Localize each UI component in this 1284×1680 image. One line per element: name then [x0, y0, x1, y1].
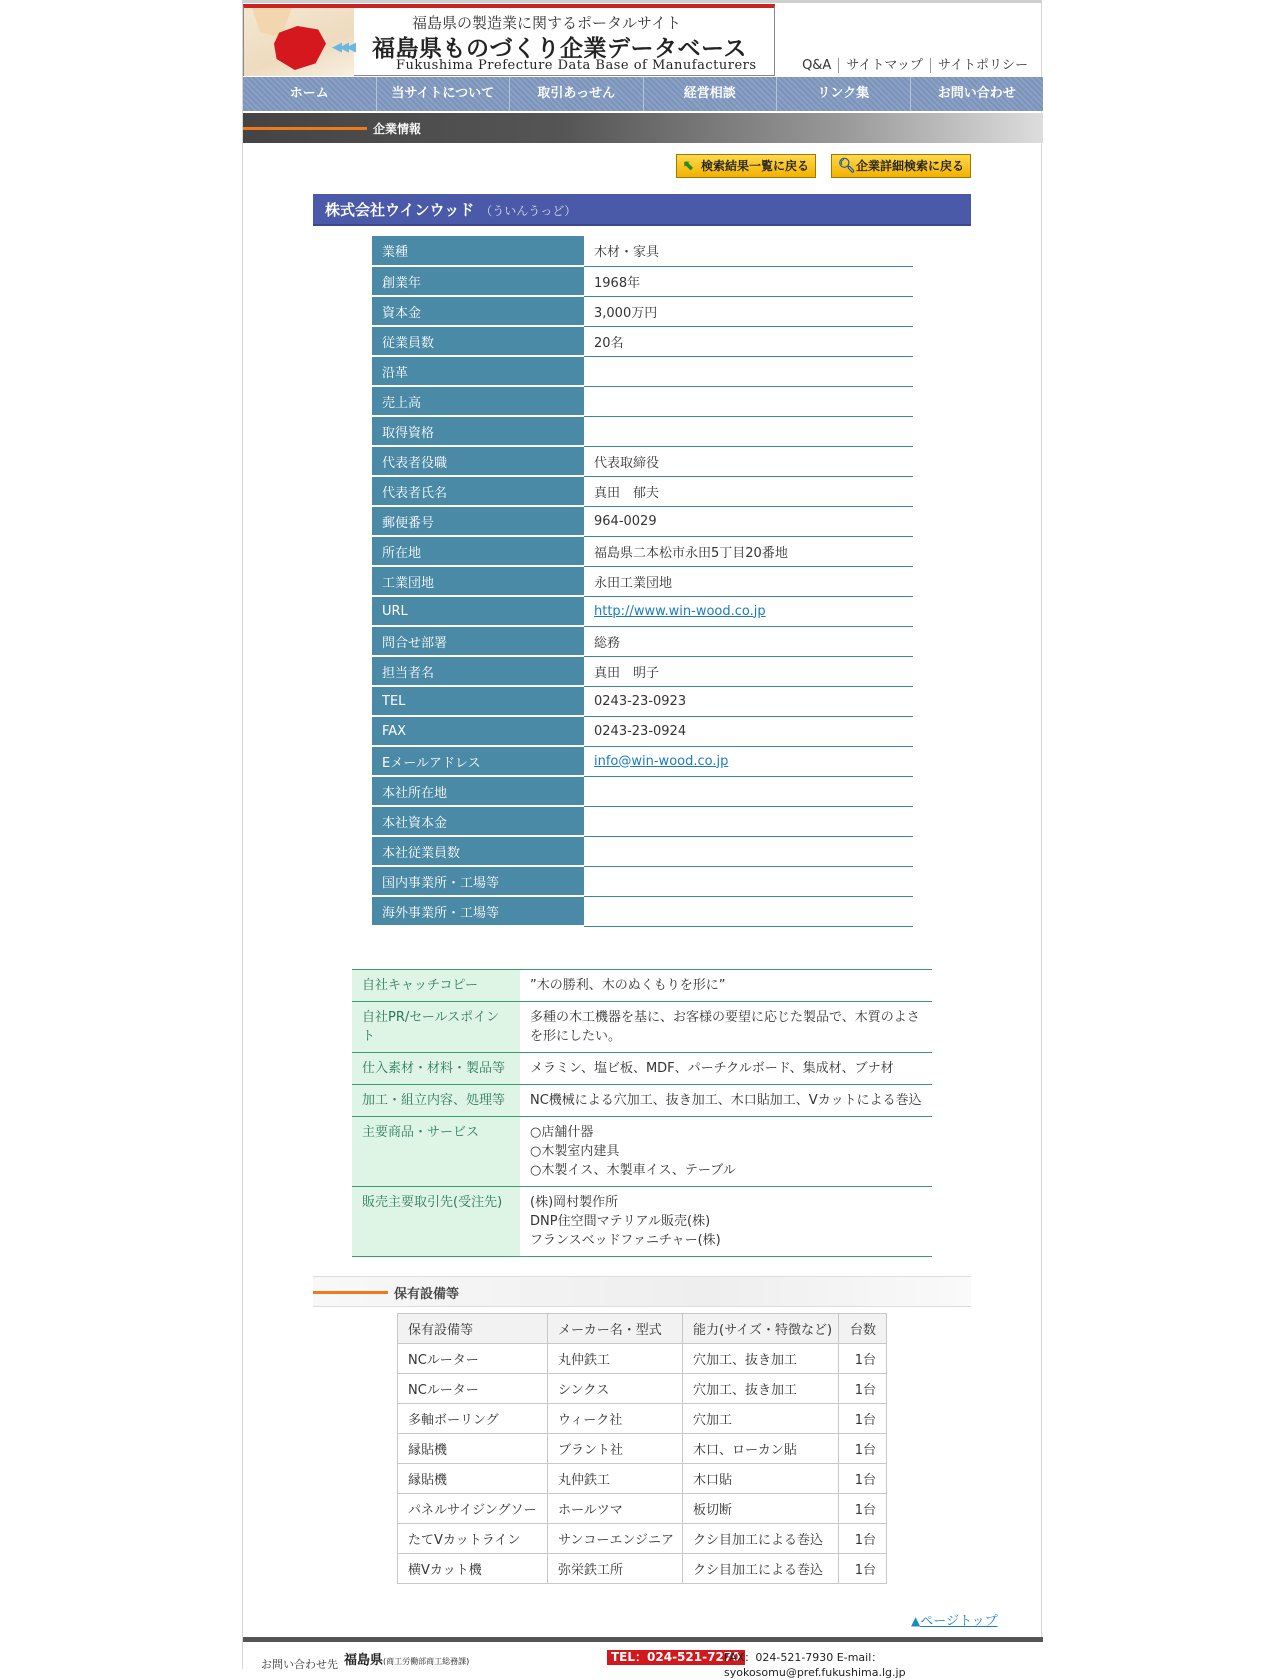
pr-label: 販売主要取引先(受注先) [352, 1187, 520, 1257]
page-top-link[interactable] [911, 1610, 998, 1629]
equipment-name: 多軸ボーリング [398, 1404, 548, 1434]
info-value: 1968年 [594, 275, 641, 291]
info-label: 取得資格 [372, 416, 584, 446]
pr-value-line: ○木製イス、木製車イス、テーブル [530, 1163, 736, 1178]
info-link[interactable]: http://www.win-wood.co.jp [594, 603, 766, 619]
info-row [372, 626, 913, 656]
table-row [398, 1464, 887, 1494]
info-value-cell [584, 656, 913, 686]
footer [243, 1637, 1043, 1677]
info-label: 本社従業員数 [372, 836, 584, 866]
equipment-count: 1台 [839, 1464, 887, 1494]
info-row [372, 296, 913, 326]
pr-value-line: フランスベッドファニチャー(株) [530, 1233, 721, 1248]
info-value-cell [584, 806, 913, 836]
info-row [372, 836, 913, 866]
info-row [372, 896, 913, 926]
equipment-capacity: 木口貼 [683, 1464, 839, 1494]
table-row [398, 1374, 887, 1404]
global-nav [243, 77, 1043, 111]
pr-label: 主要商品・サービス [352, 1117, 520, 1187]
info-value-cell [584, 446, 913, 476]
company-title-bar [313, 194, 971, 226]
equipment-count: 1台 [839, 1344, 887, 1374]
info-value-cell [584, 536, 913, 566]
site-title: 福島県ものづくり企業データベース [372, 36, 747, 62]
pr-label: 自社PR/セールスポイント [352, 1002, 520, 1053]
pr-value-cell [520, 1187, 932, 1257]
equipment-col-capacity: 能力(サイズ・特徴など) [683, 1314, 839, 1344]
header [243, 3, 1041, 75]
footer-org [344, 1649, 469, 1668]
equipment-header-row [398, 1314, 887, 1344]
pr-value-line: NC機械による穴加工、抜き加工、木口貼加工、Vカットによる巻込 [530, 1093, 922, 1108]
equipment-name: たてVカットライン [398, 1524, 548, 1554]
footer-tel: TEL：024-521-7270 [607, 1650, 745, 1665]
info-value-cell [584, 506, 913, 536]
equipment-maker: 丸仲鉄工 [548, 1464, 683, 1494]
back-to-results-button[interactable] [676, 154, 816, 178]
back-to-search-button[interactable] [831, 154, 971, 178]
table-row [398, 1404, 887, 1434]
info-row [372, 746, 913, 776]
equipment-count: 1台 [839, 1434, 887, 1464]
triangle-up-icon: ▲ [911, 1614, 921, 1628]
info-value-cell [584, 566, 913, 596]
pr-row [352, 1117, 932, 1187]
table-row [398, 1344, 887, 1374]
equipment-name: 縁貼機 [398, 1464, 548, 1494]
info-label: 従業員数 [372, 326, 584, 356]
equipment-capacity: 板切断 [683, 1494, 839, 1524]
info-label: 代表者氏名 [372, 476, 584, 506]
nav-consulting[interactable]: 経営相談 [644, 77, 778, 111]
info-row [372, 866, 913, 896]
page [242, 0, 1042, 1679]
info-value: 0243-23-0923 [594, 693, 687, 709]
info-value: 永田工業団地 [594, 575, 673, 591]
equipment-count: 1台 [839, 1554, 887, 1584]
info-label: 創業年 [372, 266, 584, 296]
page-top-label[interactable]: ページトップ [920, 1614, 998, 1629]
info-value-cell [584, 236, 913, 266]
info-label: 工業団地 [372, 566, 584, 596]
magnifier-icon: 🔍︎ [838, 158, 856, 174]
equipment-maker: 丸仲鉄工 [548, 1344, 683, 1374]
equipment-name: パネルサイジングソー [398, 1494, 548, 1524]
equipment-accent [313, 1291, 388, 1294]
info-label: 問合せ部署 [372, 626, 584, 656]
info-row [372, 536, 913, 566]
info-value: 真田 明子 [594, 665, 660, 681]
info-label: 担当者名 [372, 656, 584, 686]
pr-label: 仕入素材・材料・製品等 [352, 1053, 520, 1085]
section-title: 企業情報 [373, 122, 422, 136]
nav-about[interactable]: 当サイトについて [377, 77, 511, 111]
pr-row [352, 1187, 932, 1257]
equipment-col-maker: メーカー名・型式 [548, 1314, 683, 1344]
equipment-name: NCルーター [398, 1374, 548, 1404]
info-row [372, 806, 913, 836]
company-info-table [372, 236, 913, 927]
info-row [372, 416, 913, 446]
info-value-cell [584, 716, 913, 746]
info-row [372, 326, 913, 356]
info-value-cell [584, 896, 913, 926]
pr-label: 自社キャッチコピー [352, 970, 520, 1002]
info-value-cell [584, 266, 913, 296]
info-value-cell [584, 686, 913, 716]
site-tagline: 福島県の製造業に関するポータルサイト [412, 14, 681, 32]
info-row [372, 386, 913, 416]
table-row [398, 1554, 887, 1584]
nav-links[interactable]: リンク集 [777, 77, 911, 111]
info-row [372, 356, 913, 386]
info-value-cell [584, 596, 913, 626]
back-to-results-label: 検索結果一覧に戻る [701, 159, 810, 173]
equipment-capacity: クシ目加工による巻込 [683, 1554, 839, 1584]
info-value-cell [584, 296, 913, 326]
pr-value-line: ○木製室内建具 [530, 1144, 620, 1159]
util-link-policy[interactable]: サイトポリシー [930, 58, 1035, 73]
info-value: 3,000万円 [594, 305, 658, 321]
footer-org-name: 福島県 [344, 1653, 384, 1668]
equipment-capacity: 穴加工、抜き加工 [683, 1374, 839, 1404]
info-value: 20名 [594, 335, 624, 351]
info-row [372, 476, 913, 506]
company-pr-table [352, 969, 932, 1257]
info-row [372, 776, 913, 806]
info-value-cell [584, 746, 913, 776]
equipment-section-header [313, 1276, 971, 1307]
info-value-cell [584, 416, 913, 446]
info-label: 代表者役職 [372, 446, 584, 476]
info-row [372, 446, 913, 476]
site-title-english: Fukushima Prefecture Data Base of Manufacturers [396, 58, 757, 73]
pr-value-line: ”木の勝利、木のぬくもりを形に” [530, 978, 726, 993]
info-value-cell [584, 326, 913, 356]
equipment-col-count: 台数 [839, 1314, 887, 1344]
info-row [372, 596, 913, 626]
info-row [372, 236, 913, 266]
info-row [372, 506, 913, 536]
equipment-table [397, 1313, 887, 1584]
info-label: 本社資本金 [372, 806, 584, 836]
equipment-capacity: 穴加工、抜き加工 [683, 1344, 839, 1374]
equipment-capacity: クシ目加工による巻込 [683, 1524, 839, 1554]
info-label: 資本金 [372, 296, 584, 326]
pr-value-line: 多種の木工機器を基に、お客様の要望に応じた製品で、木質のよさを形にしたい。 [530, 1010, 920, 1044]
info-label: 売上高 [372, 386, 584, 416]
pr-value-line: (株)岡村製作所 [530, 1195, 619, 1210]
equipment-col-name: 保有設備等 [398, 1314, 548, 1344]
equipment-maker: 弥栄鉄工所 [548, 1554, 683, 1584]
info-value: 真田 郁夫 [594, 485, 660, 501]
footer-contact-label: お問い合わせ先 [261, 1658, 338, 1671]
table-row [398, 1524, 887, 1554]
equipment-maker: シンクス [548, 1374, 683, 1404]
footer-org-sub: (商工労働部商工総務課) [383, 1657, 470, 1666]
company-name: 株式会社ウインウッド [325, 201, 475, 219]
info-label: 郵便番号 [372, 506, 584, 536]
arrows-icon: ◀◀◀ [332, 40, 353, 55]
nav-contact[interactable]: お問い合わせ [937, 86, 1016, 101]
info-value-cell [584, 356, 913, 386]
section-header [243, 113, 1043, 143]
info-value-cell [584, 626, 913, 656]
equipment-maker: ウィーク社 [548, 1404, 683, 1434]
pr-label: 加工・組立内容、処理等 [352, 1085, 520, 1117]
util-link-sitemap[interactable]: サイトマップ [838, 58, 930, 73]
info-label: 業種 [372, 236, 584, 266]
info-value-cell [584, 776, 913, 806]
info-row [372, 686, 913, 716]
equipment-name: NCルーター [398, 1344, 548, 1374]
site-logo[interactable] [243, 4, 775, 76]
info-row [372, 716, 913, 746]
info-row [372, 266, 913, 296]
info-value: 0243-23-0924 [594, 723, 687, 739]
pr-value-cell [520, 1085, 932, 1117]
equipment-count: 1台 [839, 1404, 887, 1434]
nav-trade[interactable]: 取引あっせん [510, 77, 644, 111]
pr-value-line: DNP住空間マテリアル販売(株) [530, 1214, 711, 1229]
util-link-qa[interactable]: Q&A [802, 58, 832, 73]
pr-value-cell [520, 1053, 932, 1085]
company-kana: （ういんうっど） [480, 204, 577, 218]
info-value-cell [584, 386, 913, 416]
info-value: 木材・家具 [594, 245, 660, 261]
info-row [372, 566, 913, 596]
equipment-capacity: 穴加工 [683, 1404, 839, 1434]
info-label: FAX [372, 716, 584, 746]
equipment-maker: サンコーエンジニア [548, 1524, 683, 1554]
info-label: 国内事業所・工場等 [372, 866, 584, 896]
pr-row [352, 1053, 932, 1085]
info-value-cell [584, 866, 913, 896]
equipment-maker: ホールツマ [548, 1494, 683, 1524]
pr-row [352, 1002, 932, 1053]
pr-value-cell [520, 1117, 932, 1187]
equipment-title: 保有設備等 [394, 1287, 460, 1302]
arrow-up-left-icon: ⬉ [683, 158, 695, 174]
info-value-cell [584, 476, 913, 506]
equipment-maker: ブラント社 [548, 1434, 683, 1464]
pr-row [352, 970, 932, 1002]
info-value: 代表取締役 [594, 455, 660, 471]
info-label: 海外事業所・工場等 [372, 896, 584, 926]
nav-home[interactable]: ホーム [243, 77, 377, 111]
info-label: URL [372, 596, 584, 626]
pr-value-line: ○店舗什器 [530, 1125, 594, 1140]
pr-value-cell [520, 1002, 932, 1053]
info-value: 964-0029 [594, 513, 657, 529]
back-to-search-label: 企業詳細検索に戻る [856, 159, 965, 173]
equipment-name: 縁貼機 [398, 1434, 548, 1464]
info-label: 本社所在地 [372, 776, 584, 806]
info-row [372, 656, 913, 686]
section-accent [243, 127, 367, 130]
utility-nav [795, 58, 1035, 73]
table-row [398, 1494, 887, 1524]
pr-value-cell [520, 970, 932, 1002]
info-label: 所在地 [372, 536, 584, 566]
info-value: 福島県二本松市永田5丁目20番地 [594, 545, 788, 561]
equipment-name: 横Vカット機 [398, 1554, 548, 1584]
pr-value-line: メラミン、塩ビ板、MDF、パーチクルボード、集成材、ブナ材 [530, 1061, 894, 1076]
pr-row [352, 1085, 932, 1117]
info-label: 沿革 [372, 356, 584, 386]
equipment-capacity: 木口、ローカン貼 [683, 1434, 839, 1464]
equipment-count: 1台 [839, 1524, 887, 1554]
info-label: Eメールアドレス [372, 746, 584, 776]
info-value: 総務 [594, 635, 621, 651]
table-row [398, 1434, 887, 1464]
info-label: TEL [372, 686, 584, 716]
equipment-count: 1台 [839, 1374, 887, 1404]
footer-fax-email: FAX：024-521-7930 E-mail：syokosomu@pref.fukushima.lg.jp [724, 1651, 906, 1679]
info-link[interactable]: info@win-wood.co.jp [594, 753, 729, 769]
info-value-cell [584, 836, 913, 866]
equipment-count: 1台 [839, 1494, 887, 1524]
